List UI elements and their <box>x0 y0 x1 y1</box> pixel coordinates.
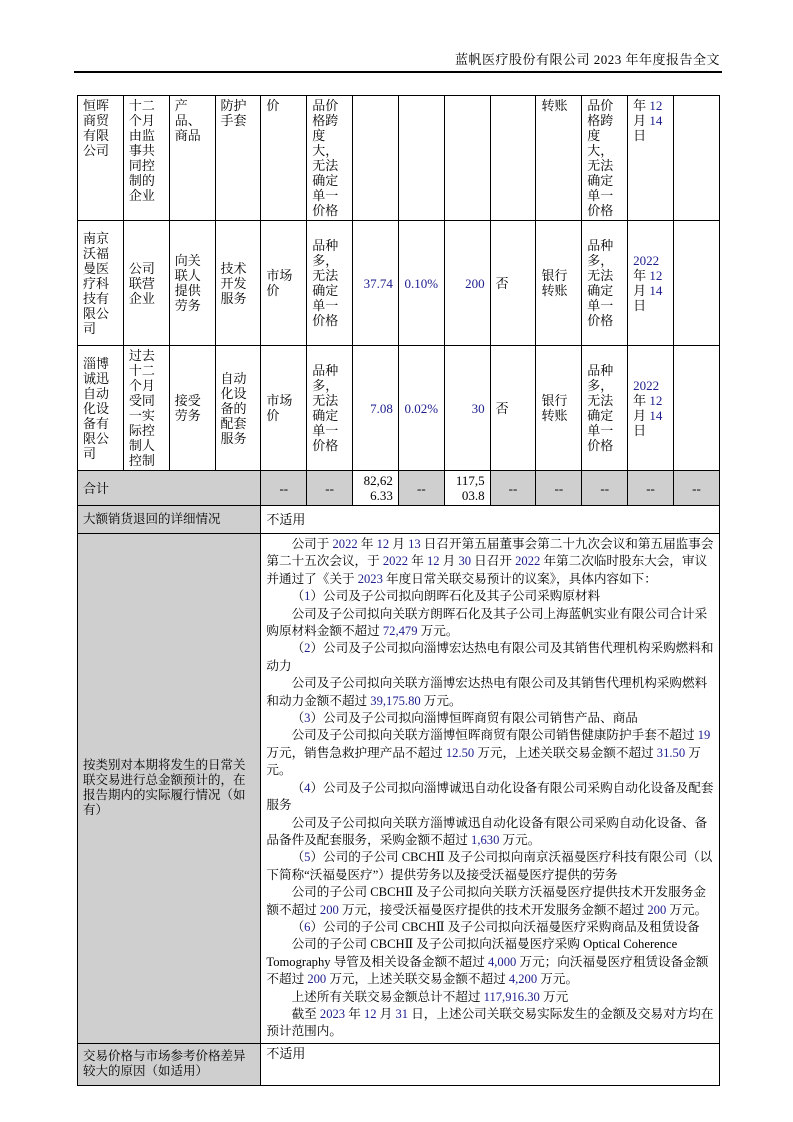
pricing-principle-cell: 价 <box>261 96 307 221</box>
page-header <box>77 49 720 68</box>
total-cell: -- <box>398 471 444 506</box>
performance-paragraph: 上述所有关联交易金额总计不超过 117,916.30 万元 <box>291 989 569 1004</box>
total-label: 合计 <box>78 471 261 506</box>
performance-paragraph: 公司及子公司拟向关联方淄博诚迅自动化设备有限公司采购自动化设备、备品备件及配套服务，采购金额不超过 1,630 万元。 <box>266 815 708 847</box>
performance-paragraph: （5）公司的子公司 CBCHⅡ 及子公司拟向南京沃福曼医疗科技有限公司（以下简称“沃福曼医疗”）提供劳务以及接受沃福曼医疗提供的劳务 <box>266 850 713 882</box>
total-cell: -- <box>628 471 674 506</box>
price-basis-cell: 品价格跨度大，无法确定单一价格 <box>307 96 353 221</box>
disclosure-date-cell: 年 12 月 14 日 <box>628 96 674 221</box>
approved-limit-cell: 30 <box>444 346 490 471</box>
relationship-cell: 十二个月由监事共同控制的企业 <box>123 96 169 221</box>
total-amount-cell: 82,626.33 <box>353 471 399 506</box>
market-price-cell: 品种多，无法确定单一价格 <box>582 346 628 471</box>
approved-limit-cell: 200 <box>444 221 490 346</box>
performance-label: 按类别对本期将发生的日常关联交易进行总金额预计的，在报告期内的实际履行情况（如有） <box>78 534 261 1044</box>
approved-limit-cell <box>444 96 490 221</box>
ratio-cell: 0.10% <box>398 221 444 346</box>
price-basis-cell: 品种多，无法确定单一价格 <box>307 221 353 346</box>
performance-paragraph: 公司于 2022 年 12 月 13 日召开第五届董事会第二十九次会议和第五届监事会第二十五次会议，于 2022 年 12 月 30 日召开 2022 年第二次临时股东大会，审议并通过了《关于 2023 年度日常关联交易预计的议案》，具体内容如下： <box>266 537 714 586</box>
disclosure-index-cell <box>673 96 719 221</box>
related-party-cell: 淄博诚迅自动化设备有限公司 <box>78 346 124 471</box>
over-limit-cell: 否 <box>490 346 536 471</box>
table-row <box>78 96 720 221</box>
ratio-cell <box>398 96 444 221</box>
total-approved-limit-cell: 117,503.8 <box>444 471 490 506</box>
price-difference-value: 不适用 <box>261 1043 720 1085</box>
header-rule <box>74 71 722 73</box>
transaction-content-cell: 防护手套 <box>215 96 261 221</box>
ratio-cell: 0.02% <box>398 346 444 471</box>
daily-related-transactions-table <box>77 95 720 1086</box>
disclosure-date-cell: 2022 年 12 月 14 日 <box>628 346 674 471</box>
performance-paragraph: （4）公司及子公司拟向淄博诚迅自动化设备有限公司采购自动化设备及配套服务 <box>266 780 714 813</box>
total-cell: -- <box>536 471 582 506</box>
performance-paragraph: （1）公司及子公司拟向朗晖石化及其子公司采购原材料 <box>291 589 601 604</box>
performance-paragraph: 公司及子公司拟向关联方朗晖石化及其子公司上海蓝帆实业有限公司合计采购原材料金额不超过 72,479 万元。 <box>266 606 708 639</box>
performance-paragraph: （6）公司的子公司 CBCHⅡ 及子公司拟向沃福曼医疗采购商品及租赁设备 <box>291 919 700 934</box>
relationship-cell: 公司联营企业 <box>123 221 169 346</box>
relationship-cell: 过去十二个月受同一实际控制人控制 <box>123 346 169 471</box>
disclosure-date-cell: 2022 年 12 月 14 日 <box>628 221 674 346</box>
settlement-method-cell: 银行转账 <box>536 346 582 471</box>
total-cell: -- <box>261 471 307 506</box>
price-difference-label: 交易价格与市场参考价格差异较大的原因（如适用） <box>78 1043 261 1085</box>
over-limit-cell: 否 <box>490 221 536 346</box>
amount-cell: 7.08 <box>353 346 399 471</box>
table-row <box>78 221 720 346</box>
price-basis-cell: 品种多，无法确定单一价格 <box>307 346 353 471</box>
price-difference-row <box>78 1043 720 1085</box>
performance-row <box>78 534 720 1044</box>
transaction-type-cell: 产品、商品 <box>169 96 215 221</box>
total-cell: -- <box>673 471 719 506</box>
settlement-method-cell: 银行转账 <box>536 221 582 346</box>
performance-paragraph: （3）公司及子公司拟向淄博恒晖商贸有限公司销售产品、商品 <box>291 711 638 726</box>
settlement-method-cell: 转账 <box>536 96 582 221</box>
transaction-type-cell: 接受劳务 <box>169 346 215 471</box>
amount-cell: 37.74 <box>353 221 399 346</box>
over-limit-cell <box>490 96 536 221</box>
disclosure-index-cell <box>673 221 719 346</box>
total-cell: -- <box>490 471 536 506</box>
amount-cell <box>353 96 399 221</box>
performance-paragraph: 公司的子公司 CBCHⅡ 及子公司拟向关联方沃福曼医疗提供技术开发服务金额不超过 200 万元，接受沃福曼医疗提供的技术开发服务金额不超过 200 万元。 <box>266 885 708 917</box>
related-party-cell: 恒晖商贸有限公司 <box>78 96 124 221</box>
performance-paragraph: 截至 2023 年 12 月 31 日，上述公司关联交易实际发生的金额及交易对方均在预计范围内。 <box>266 1006 714 1039</box>
table-row <box>78 346 720 471</box>
transaction-type-cell: 向关联人提供劳务 <box>169 221 215 346</box>
pricing-principle-cell: 市场价 <box>261 221 307 346</box>
market-price-cell: 品种多，无法确定单一价格 <box>582 221 628 346</box>
transaction-content-cell: 技术开发服务 <box>215 221 261 346</box>
page-title: 蓝帆医疗股份有限公司 2023 年年度报告全文 <box>454 52 720 67</box>
performance-paragraph: 公司及子公司拟向关联方淄博宏达热电有限公司及其销售代理机构采购燃料和动力金额不超过 39,175.80 万元。 <box>266 676 708 708</box>
transaction-content-cell: 自动化设备的配套服务 <box>215 346 261 471</box>
performance-paragraph: 公司的子公司 CBCHⅡ 及子公司拟向沃福曼医疗采购 Optical Coherence Tomography 导管及相关设备金额不超过 4,000 万元；向沃福曼医疗租赁设备金额不超过 200 万元，上述关联交易金额不超过 4,200 万元。 <box>266 937 709 987</box>
performance-text <box>261 534 720 1044</box>
market-price-cell: 品价格跨度大，无法确定单一价格 <box>582 96 628 221</box>
total-row <box>78 471 720 506</box>
performance-paragraph: 公司及子公司拟向关联方淄博恒晖商贸有限公司销售健康防护手套不超过 19 万元，销售急救护理产品不超过 12.50 万元，上述关联交易金额不超过 31.50 万元。 <box>266 728 711 778</box>
sales-return-label: 大额销货退回的详细情况 <box>78 506 261 534</box>
total-cell: -- <box>582 471 628 506</box>
pricing-principle-cell: 市场价 <box>261 346 307 471</box>
sales-return-row <box>78 506 720 534</box>
total-cell: -- <box>307 471 353 506</box>
performance-paragraph: （2）公司及子公司拟向淄博宏达热电有限公司及其销售代理机构采购燃料和动力 <box>266 641 714 673</box>
sales-return-value: 不适用 <box>261 506 720 534</box>
disclosure-index-cell <box>673 346 719 471</box>
related-party-cell: 南京沃福曼医疗科技有限公司 <box>78 221 124 346</box>
